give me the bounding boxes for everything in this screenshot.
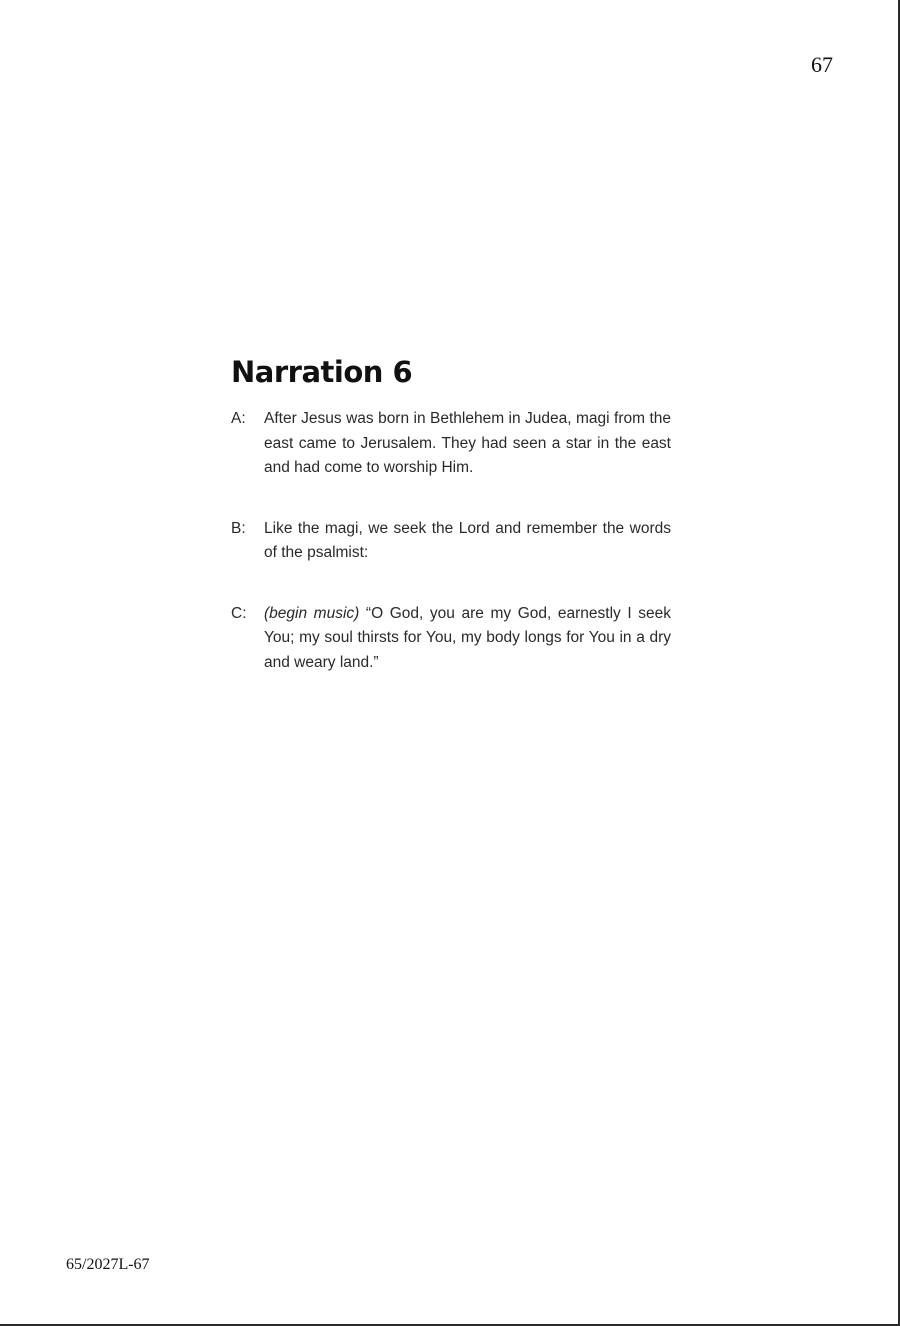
page-number: 67 [811, 52, 833, 77]
narration-section [231, 354, 671, 675]
entry-text: “O God, you are my God, earnestly I seek You; my soul thirsts for You, my body longs for You in a dry and weary land.” [264, 604, 672, 671]
speaker-label: C: [231, 604, 247, 622]
narration-entry-b [231, 517, 671, 566]
entry-text-with-cue [264, 602, 671, 676]
entry-text: Like the magi, we seek the Lord and remember the words of the psalmist: [264, 519, 671, 561]
entry-text: After Jesus was born in Bethlehem in Judea, magi from the east came to Jerusalem. They had seen a star in the east and had come to worship Him. [264, 410, 671, 476]
speaker-label: A: [231, 410, 246, 427]
music-cue: (begin music) [264, 604, 360, 622]
footer-code: 65/2027L-67 [66, 1256, 150, 1273]
narration-entry-a [231, 407, 671, 481]
narration-title: Narration 6 [231, 355, 413, 389]
narration-entry-c [231, 602, 671, 676]
speaker-label: B: [231, 519, 246, 537]
